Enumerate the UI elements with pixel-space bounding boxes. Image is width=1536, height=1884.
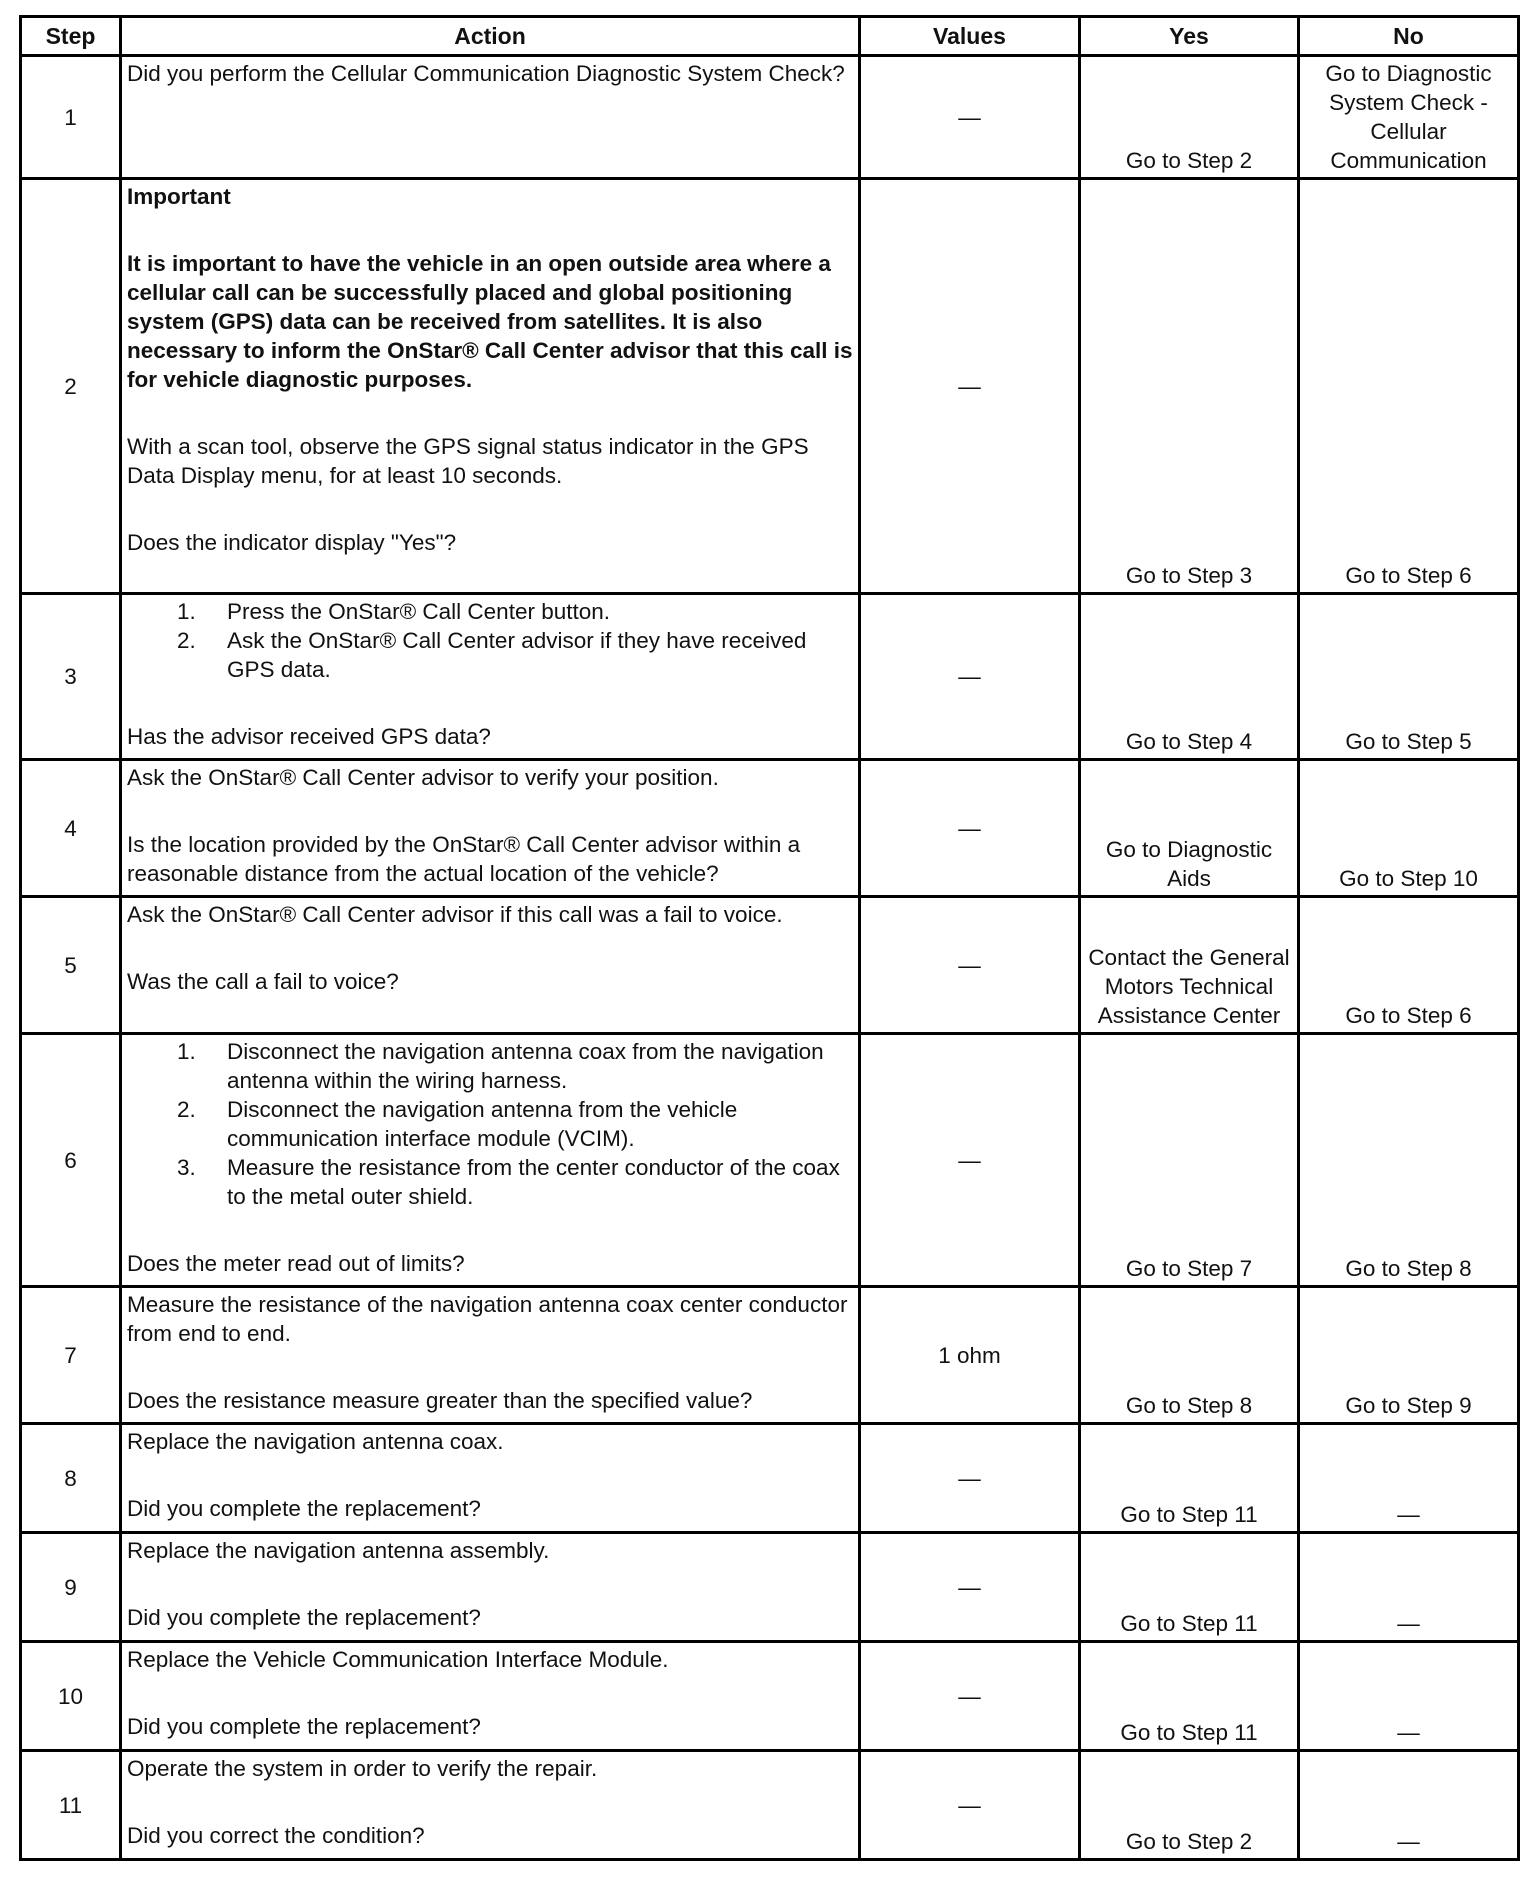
action-cell (121, 760, 860, 897)
table-header (21, 17, 1519, 56)
no-cell: Go to Step 5 (1299, 594, 1519, 760)
action-text: Did you perform the Cellular Communication Diagnostic System Check? (127, 61, 845, 86)
important-text: It is important to have the vehicle in an open outside area where a cellular call can be successfully placed and global positioning system (GPS) data can be received from satellites. It is also necessary to inform the OnStar® Call Center advisor that this call is for vehicle diagnostic purposes. (127, 251, 853, 392)
values-cell: — (860, 1642, 1080, 1751)
step-number: 2 (21, 179, 121, 594)
values-cell: — (860, 179, 1080, 594)
diagnostic-table (19, 15, 1520, 1861)
action-step-item (127, 626, 854, 684)
yes-cell: Go to Step 11 (1080, 1642, 1299, 1751)
action-cell (121, 1287, 860, 1424)
list-number: 1. (177, 1039, 196, 1064)
step-number: 10 (21, 1642, 121, 1751)
table-row (21, 1424, 1519, 1533)
no-cell: — (1299, 1642, 1519, 1751)
step-number: 5 (21, 897, 121, 1034)
yes-cell: Contact the General Motors Technical Assistance Center (1080, 897, 1299, 1034)
yes-cell: Go to Step 2 (1080, 1751, 1299, 1860)
table-row (21, 1533, 1519, 1642)
action-cell (121, 56, 860, 179)
table-row (21, 1642, 1519, 1751)
action-text: Ask the OnStar® Call Center advisor if this call was a fail to voice. (127, 902, 783, 927)
action-text: With a scan tool, observe the GPS signal status indicator in the GPS Data Display menu, for at least 10 seconds. (127, 434, 809, 488)
no-cell: Go to Step 9 (1299, 1287, 1519, 1424)
values-cell: 1 ohm (860, 1287, 1080, 1424)
yes-cell: Go to Step 8 (1080, 1287, 1299, 1424)
header-action: Action (121, 17, 860, 56)
step-number: 8 (21, 1424, 121, 1533)
yes-cell: Go to Diagnostic Aids (1080, 760, 1299, 897)
header-values: Values (860, 17, 1080, 56)
paragraph-gap (127, 929, 854, 967)
action-text: Did you correct the condition? (127, 1823, 425, 1848)
action-cell (121, 1751, 860, 1860)
values-cell: — (860, 1533, 1080, 1642)
action-text: Replace the Vehicle Communication Interface Module. (127, 1647, 669, 1672)
diagnostic-table-page (19, 15, 1517, 1861)
values-cell: — (860, 760, 1080, 897)
action-text: Did you complete the replacement? (127, 1605, 481, 1630)
table-row (21, 56, 1519, 179)
values-cell: — (860, 56, 1080, 179)
paragraph-gap (127, 792, 854, 830)
action-steps-list (127, 597, 854, 684)
no-cell: Go to Step 6 (1299, 179, 1519, 594)
table-body (21, 56, 1519, 1860)
paragraph-gap (127, 684, 854, 722)
action-step-item (127, 1037, 854, 1095)
values-cell: — (860, 897, 1080, 1034)
paragraph-gap (127, 1565, 854, 1603)
header-step: Step (21, 17, 121, 56)
action-cell (121, 594, 860, 760)
no-cell: Go to Step 8 (1299, 1034, 1519, 1287)
table-row (21, 1751, 1519, 1860)
table-row (21, 594, 1519, 760)
action-step-text: Disconnect the navigation antenna coax from the navigation antenna within the wiring harness. (227, 1039, 824, 1093)
paragraph-gap (127, 1456, 854, 1494)
step-number: 7 (21, 1287, 121, 1424)
action-cell (121, 179, 860, 594)
action-cell (121, 1034, 860, 1287)
list-number: 3. (177, 1155, 196, 1180)
paragraph-gap (127, 394, 854, 432)
action-text: Does the indicator display "Yes"? (127, 530, 457, 555)
yes-cell: Go to Step 2 (1080, 56, 1299, 179)
step-number: 11 (21, 1751, 121, 1860)
action-text: Is the location provided by the OnStar® Call Center advisor within a reasonable distance from the actual location of the vehicle? (127, 832, 801, 886)
action-step-item (127, 597, 854, 626)
no-cell: — (1299, 1424, 1519, 1533)
action-text: Did you complete the replacement? (127, 1496, 481, 1521)
header-row (21, 17, 1519, 56)
action-text: Replace the navigation antenna assembly. (127, 1538, 550, 1563)
action-cell (121, 1642, 860, 1751)
action-text: Does the meter read out of limits? (127, 1251, 465, 1276)
action-text: Replace the navigation antenna coax. (127, 1429, 504, 1454)
action-cell (121, 1533, 860, 1642)
action-cell (121, 1424, 860, 1533)
no-cell: Go to Diagnostic System Check - Cellular Communication (1299, 56, 1519, 179)
step-number: 4 (21, 760, 121, 897)
action-step-text: Press the OnStar® Call Center button. (227, 599, 611, 624)
paragraph-gap (127, 1348, 854, 1386)
table-row (21, 179, 1519, 594)
no-cell: Go to Step 10 (1299, 760, 1519, 897)
action-text: Did you complete the replacement? (127, 1714, 481, 1739)
action-text: Ask the OnStar® Call Center advisor to verify your position. (127, 765, 719, 790)
values-cell: — (860, 1424, 1080, 1533)
paragraph-gap (127, 1211, 854, 1249)
list-number: 1. (177, 599, 196, 624)
step-number: 6 (21, 1034, 121, 1287)
table-row (21, 897, 1519, 1034)
header-no: No (1299, 17, 1519, 56)
action-step-text: Disconnect the navigation antenna from the vehicle communication interface module (VCIM). (227, 1097, 738, 1151)
no-cell: Go to Step 6 (1299, 897, 1519, 1034)
action-text: Was the call a fail to voice? (127, 969, 399, 994)
step-number: 9 (21, 1533, 121, 1642)
step-number: 1 (21, 56, 121, 179)
action-text: Operate the system in order to verify the repair. (127, 1756, 598, 1781)
action-steps-list (127, 1037, 854, 1211)
list-number: 2. (177, 1097, 196, 1122)
paragraph-gap (127, 1674, 854, 1712)
yes-cell: Go to Step 4 (1080, 594, 1299, 760)
step-number: 3 (21, 594, 121, 760)
table-row (21, 1034, 1519, 1287)
action-cell (121, 897, 860, 1034)
no-cell: — (1299, 1533, 1519, 1642)
yes-cell: Go to Step 11 (1080, 1533, 1299, 1642)
action-step-item (127, 1095, 854, 1153)
yes-cell: Go to Step 11 (1080, 1424, 1299, 1533)
yes-cell: Go to Step 7 (1080, 1034, 1299, 1287)
action-text: Measure the resistance of the navigation antenna coax center conductor from end to end. (127, 1292, 848, 1346)
table-row (21, 1287, 1519, 1424)
important-text: Important (127, 184, 231, 209)
header-yes: Yes (1080, 17, 1299, 56)
paragraph-gap (127, 211, 854, 249)
action-step-item (127, 1153, 854, 1211)
values-cell: — (860, 1751, 1080, 1860)
action-text: Does the resistance measure greater than the specified value? (127, 1388, 753, 1413)
list-number: 2. (177, 628, 196, 653)
paragraph-gap (127, 490, 854, 528)
table-row (21, 760, 1519, 897)
yes-cell: Go to Step 3 (1080, 179, 1299, 594)
action-text: Has the advisor received GPS data? (127, 724, 491, 749)
values-cell: — (860, 1034, 1080, 1287)
action-step-text: Ask the OnStar® Call Center advisor if they have received GPS data. (227, 628, 807, 682)
no-cell: — (1299, 1751, 1519, 1860)
action-step-text: Measure the resistance from the center conductor of the coax to the metal outer shield. (227, 1155, 840, 1209)
values-cell: — (860, 594, 1080, 760)
paragraph-gap (127, 1783, 854, 1821)
